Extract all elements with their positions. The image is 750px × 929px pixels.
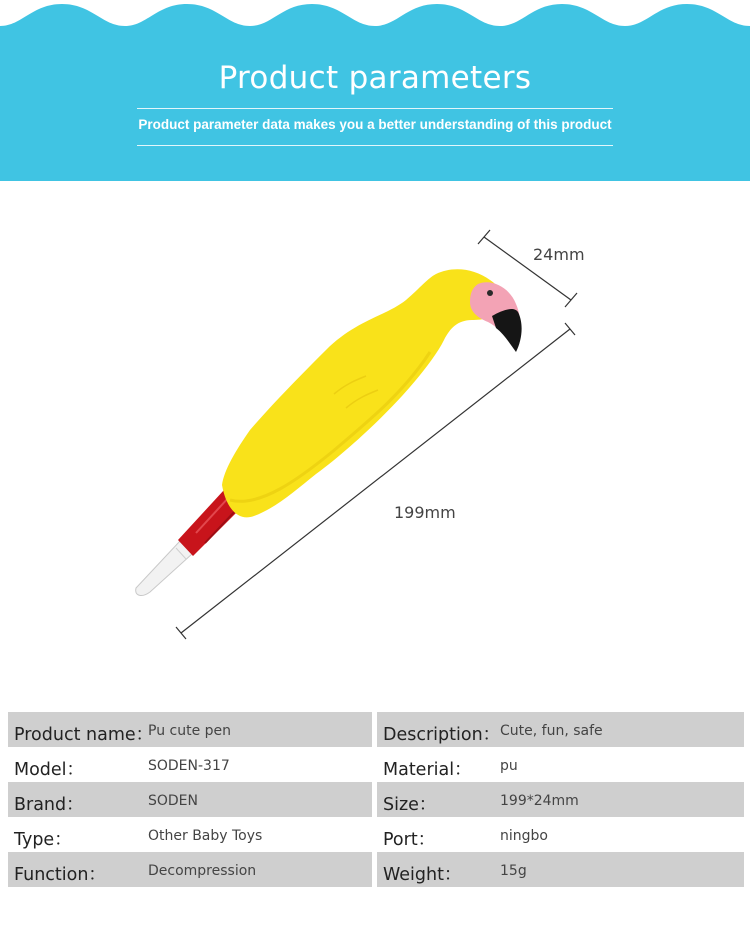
spec-cell-description bbox=[377, 712, 744, 747]
spec-value: 199*24mm bbox=[500, 793, 579, 809]
spec-cell-model bbox=[8, 747, 372, 782]
spec-value: Decompression bbox=[148, 863, 257, 879]
spec-cell-brand bbox=[8, 782, 372, 817]
spec-value: Other Baby Toys bbox=[148, 828, 263, 844]
spec-label: Weight： bbox=[383, 865, 462, 885]
spec-value: Cute, fun, safe bbox=[500, 723, 603, 739]
spec-label: Brand： bbox=[14, 795, 84, 815]
spec-cell-port bbox=[377, 817, 744, 852]
spec-value: SODEN-317 bbox=[148, 758, 230, 774]
spec-label: Port： bbox=[383, 830, 436, 850]
spec-cell-weight bbox=[377, 852, 744, 887]
table-row bbox=[8, 817, 744, 852]
table-row bbox=[8, 852, 744, 887]
banner-subtitle: Product parameter data makes you a better understanding of this product bbox=[138, 117, 612, 132]
spec-value: 15g bbox=[500, 863, 527, 879]
width-dimension-label: 24mm bbox=[533, 245, 585, 264]
pen-tip-icon bbox=[136, 541, 192, 595]
spec-value: SODEN bbox=[148, 793, 199, 809]
spec-cell-function bbox=[8, 852, 372, 887]
table-row bbox=[8, 712, 744, 747]
spec-cell-product-name bbox=[8, 712, 372, 747]
spec-label: Material： bbox=[383, 760, 472, 780]
spec-cell-size bbox=[377, 782, 744, 817]
spec-value: pu bbox=[500, 758, 518, 774]
product-figure bbox=[0, 181, 750, 701]
spec-value: ningbo bbox=[500, 828, 548, 844]
table-row bbox=[8, 782, 744, 817]
banner-divider-top bbox=[137, 108, 613, 109]
spec-cell-type bbox=[8, 817, 372, 852]
header-banner bbox=[0, 0, 750, 181]
table-row bbox=[8, 747, 744, 782]
flamingo-pen-illustration bbox=[0, 181, 750, 701]
spec-cell-material bbox=[377, 747, 744, 782]
spec-label: Size： bbox=[383, 795, 437, 815]
spec-label: Product name： bbox=[14, 725, 154, 745]
spec-label: Function： bbox=[14, 865, 106, 885]
flamingo-body-icon bbox=[222, 269, 504, 517]
banner-divider-bottom bbox=[137, 145, 613, 146]
spec-label: Model： bbox=[14, 760, 85, 780]
length-dimension-label: 199mm bbox=[394, 503, 456, 522]
spec-value: Pu cute pen bbox=[148, 723, 232, 739]
spec-label: Description： bbox=[383, 725, 501, 745]
banner-title: Product parameters bbox=[218, 60, 532, 96]
spec-label: Type： bbox=[14, 830, 72, 850]
